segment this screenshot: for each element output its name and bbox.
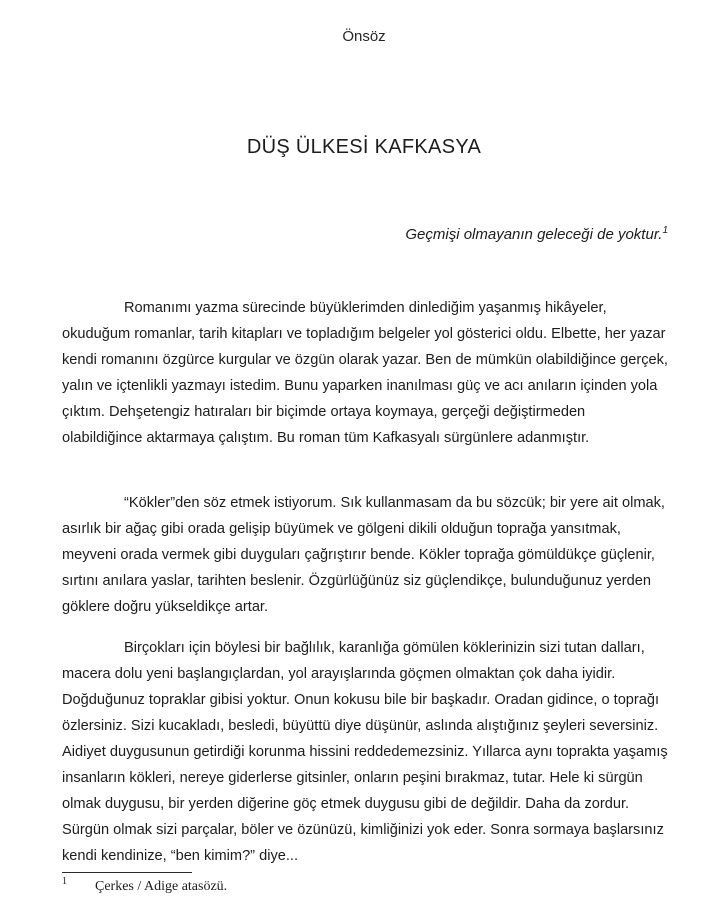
footnote-text: Çerkes / Adige atasözü. [95,879,228,894]
paragraph: Romanımı yazma sürecinde büyüklerimden dinlediğim yaşanmış hikâyeler, okuduğum romanlar, tarih kitapları ve topladığım belgeler yol gösterici oldu. Elbette, her yazar kendi romanını özgürce kurgular ve özgün olarak yazar. Ben de mümkün olabildiğince gerçek, yalın ve içtenlikli yazmayı istedim. Bunu yaparken inanılması güç ve acı anıların içinden yola çıktım. Dehşetengiz hatıraları bir biçimde ortaya koymaya, gerçeği değiştirmeden olabildiğince aktarmaya çalıştım. Bu roman tüm Kafkasyalı sürgünlere adanmıştır. [62,300,668,446]
paragraph: “Kökler”den söz etmek istiyorum. Sık kullanmasam da bu sözcük; bir yere ait olmak, asırlık bir ağaç gibi orada gelişip büyümek ve gölgeni dikili olduğun toprağa yansıtmak, meyveni orada vermek gibi duyguları çağrıştırır bende. Kökler toprağa gömüldükçe güçlenir, sırtını anılara yaslar, tarihten beslenir. Özgürlüğünüz siz güçlendikçe, bulunduğunuz yerden göklere doğru yükseldikçe artar. [62,495,665,615]
epigraph-text: Geçmişi olmayanın geleceği de yoktur. [405,226,663,243]
footnote: 1 Çerkes / Adige atasözü. [62,876,228,894]
running-header: Önsöz [342,28,386,45]
paragraph: Birçokları için böylesi bir bağlılık, karanlığa gömülen köklerinizin sizi tutan dalları, macera dolu yeni başlangıçlardan, yol arayışlarında göçmen olmaktan çok daha iyidir. Doğduğunuz topraklar gibisi yoktur. Onun kokusu bile bir başkadır. Oradan gidince, o toprağı özlersiniz. Sizi kucakladı, besledi, büyüttü diye düşünür, aslında alıştığınız şeyleri seversiniz. Aidiyet duygusunun getirdiği korunma hissini reddedemezsiniz. Yıllarca aynı toprakta yaşamış insanların kökleri, nereye giderlerse gitsinler, onların peşini bırakmaz, tutar. Hele ki sürgün olmak duygusu, bir yerden diğerine göç etmek duygusu gibi de değildir. Daha da zordur. Sürgün olmak sizi parçalar, böler ve özünüzü, kimliğinizi yok eder. Sonra sormaya başlarsınız kendi kendinize, “ben kimim?” diye... [62,640,668,864]
page-title: DÜŞ ÜLKESİ KAFKASYA [246,136,482,158]
epigraph [62,226,668,243]
epigraph-footnote-ref: 1 [662,225,668,236]
footnote-separator [62,872,192,873]
